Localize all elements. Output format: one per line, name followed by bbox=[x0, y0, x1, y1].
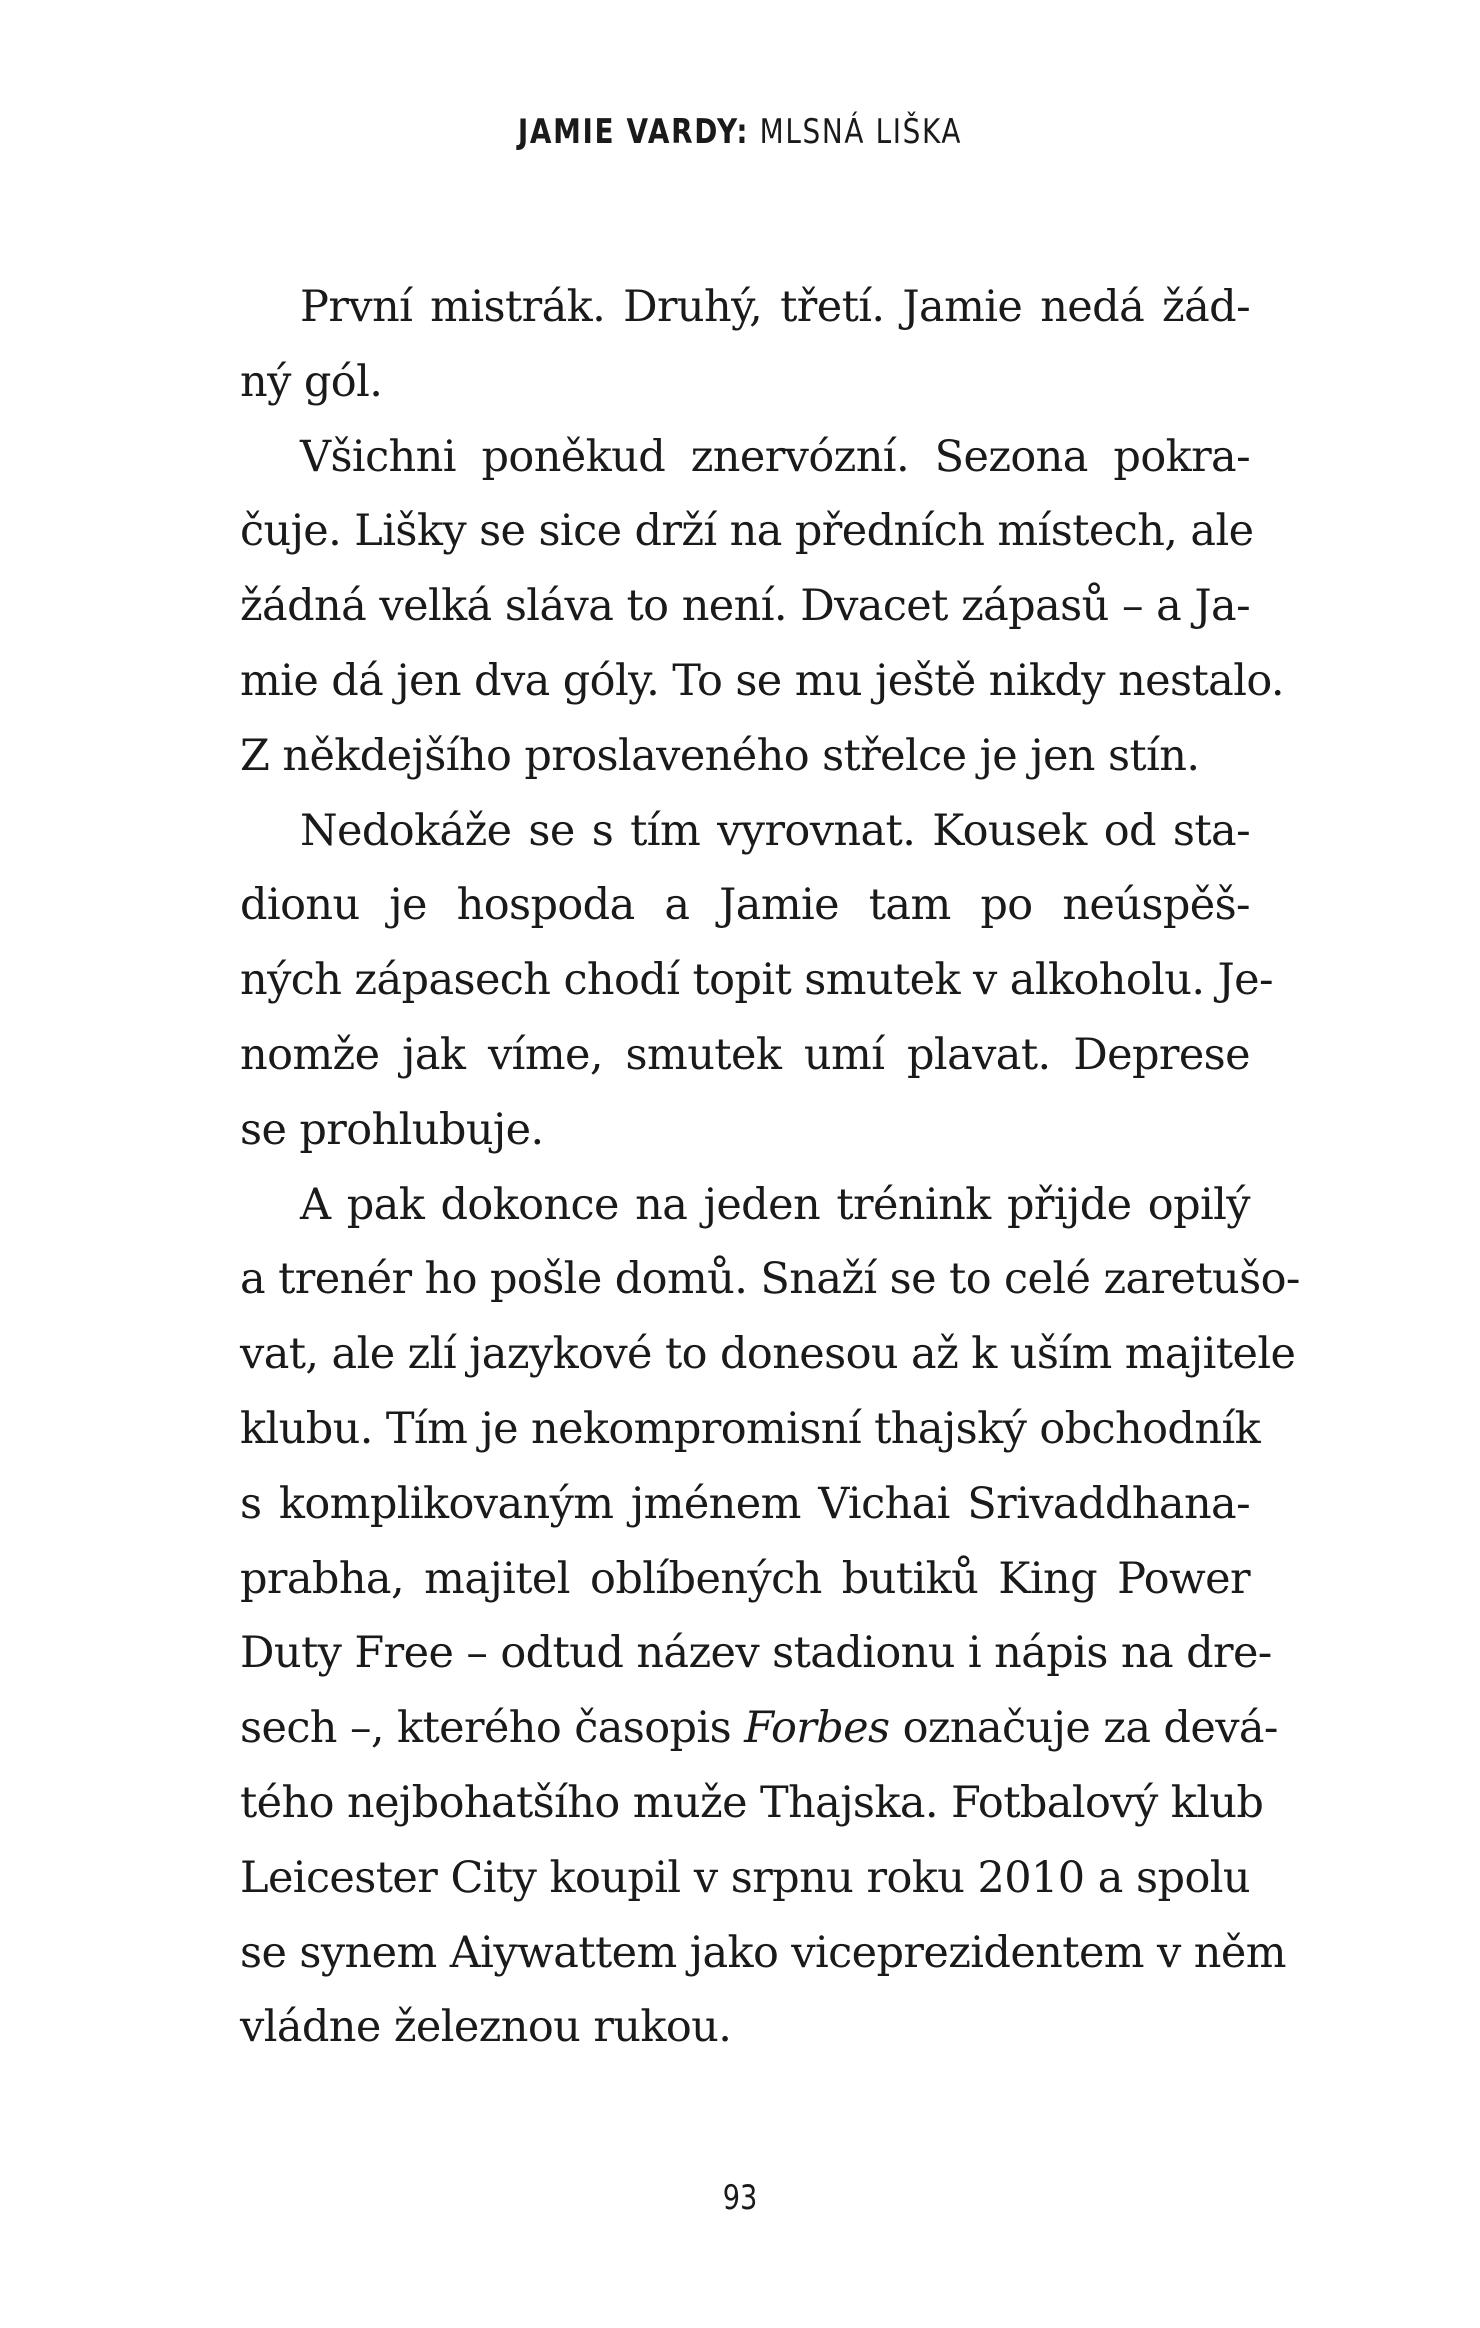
text-line: žádná velká sláva to není. Dvacet zápasů – a Ja- bbox=[240, 581, 1250, 632]
text-line: se synem Aiywattem jako viceprezidentem v něm bbox=[240, 1927, 1286, 1978]
text-line: Leicester City koupil v srpnu roku 2010 a spolu bbox=[240, 1852, 1250, 1903]
body-text bbox=[240, 270, 1300, 2065]
text-segment: označuje za devá- bbox=[889, 1703, 1278, 1754]
text-line: Duty Free – odtud název stadionu i nápis na dre- bbox=[240, 1628, 1272, 1679]
text-line-with-italic bbox=[240, 1691, 1278, 1766]
italic-magazine-title: Forbes bbox=[744, 1703, 890, 1754]
text-line: vat, ale zlí jazykové to donesou až k uším majitele bbox=[240, 1329, 1296, 1380]
text-line: Všichni poněkud znervózní. Sezona pokra- bbox=[300, 431, 1250, 482]
text-segment: sech –, kterého časopis bbox=[240, 1703, 745, 1754]
text-line: Nedokáže se s tím vyrovnat. Kousek od sta- bbox=[300, 805, 1250, 856]
text-line: vládne železnou rukou. bbox=[240, 2002, 732, 2053]
text-line: tého nejbohatšího muže Thajska. Fotbalový klub bbox=[240, 1777, 1264, 1828]
text-line: a trenér ho pošle domů. Snaží se to celé zaretušo- bbox=[240, 1254, 1300, 1305]
text-line: První mistrák. Druhý, třetí. Jamie nedá žád- bbox=[300, 282, 1250, 332]
text-line: s komplikovaným jménem Vichai Srivaddhana- bbox=[240, 1478, 1250, 1529]
text-line: Z někdejšího proslaveného střelce je jen stín. bbox=[240, 730, 1200, 781]
text-line: se prohlubuje. bbox=[240, 1104, 544, 1155]
text-line: mie dá jen dva góly. To se mu ještě nikdy nestalo. bbox=[240, 655, 1284, 706]
text-line: A pak dokonce na jeden trénink přijde opilý bbox=[300, 1179, 1250, 1230]
text-line: čuje. Lišky se sice drží na předních místech, ale bbox=[240, 506, 1254, 557]
text-line: dionu je hospoda a Jamie tam po neúspěš- bbox=[240, 880, 1250, 931]
running-head-title: MLSNÁ LIŠKA bbox=[759, 112, 963, 152]
page-number: 93 bbox=[722, 2178, 758, 2218]
text-line: klubu. Tím je nekompromisní thajský obchodník bbox=[240, 1403, 1261, 1454]
running-head-author: JAMIE VARDY: bbox=[517, 112, 750, 152]
text-line: ný gól. bbox=[240, 356, 383, 407]
text-line: nomže jak víme, smutek umí plavat. Deprese bbox=[240, 1029, 1250, 1080]
text-line: prabha, majitel oblíbených butiků King Power bbox=[240, 1553, 1250, 1604]
running-head bbox=[133, 112, 1347, 152]
text-line: ných zápasech chodí topit smutek v alkoholu. Je- bbox=[240, 955, 1273, 1006]
